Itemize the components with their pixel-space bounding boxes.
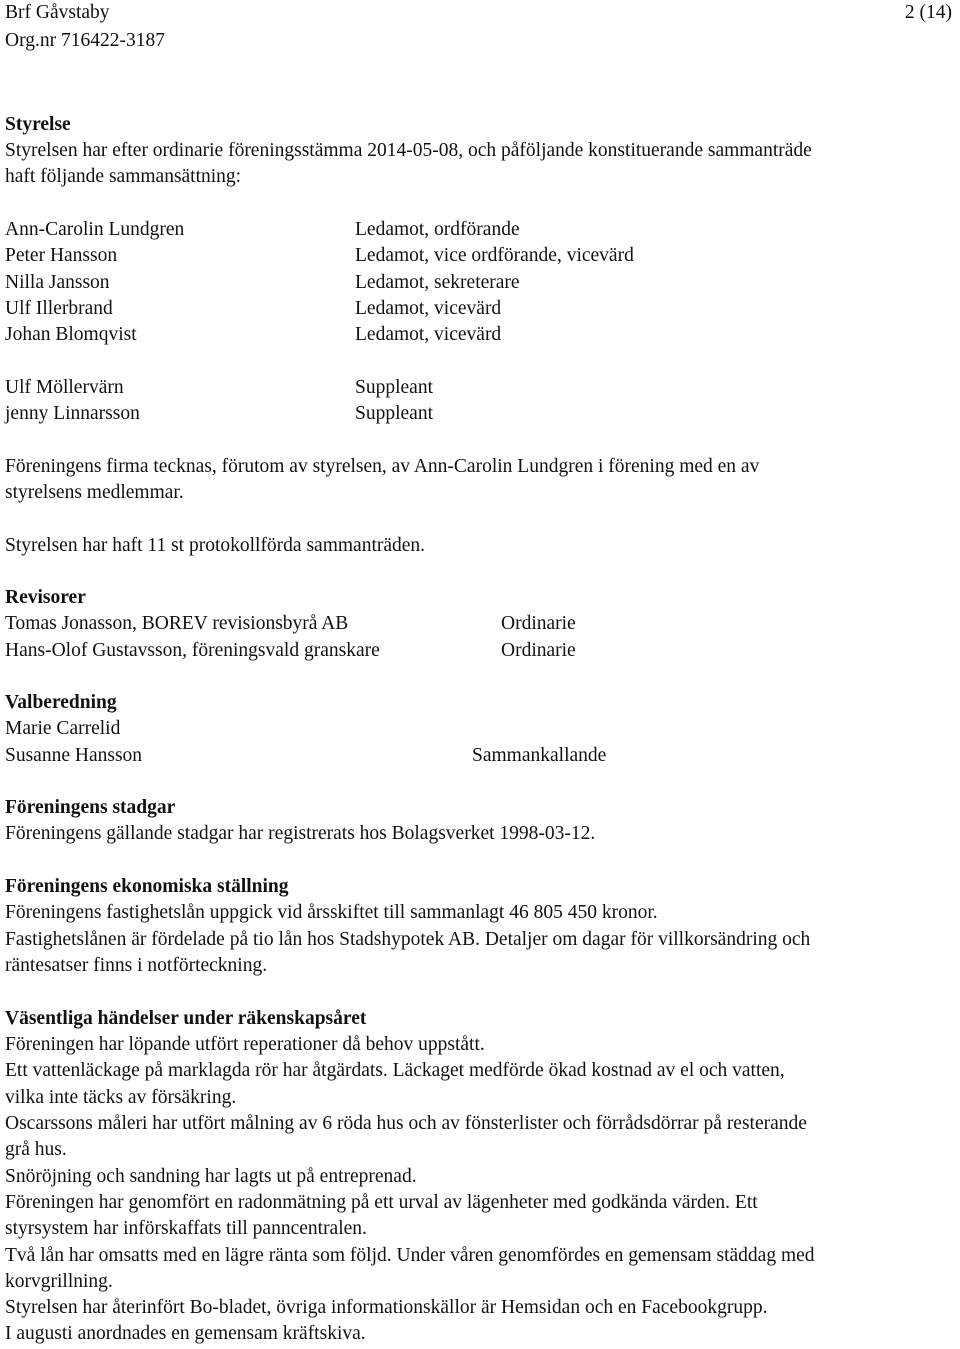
- handelser-text: styrsystem har införskaffats till panncentralen.: [5, 1218, 367, 1239]
- revisor-name: Hans-Olof Gustavsson, föreningsvald granskare: [5, 640, 380, 661]
- board-member-name: Ann-Carolin Lundgren: [5, 219, 185, 240]
- handelser-text: Föreningen har löpande utfört reperationer då behov uppstått.: [5, 1034, 485, 1055]
- ekonomi-text: Föreningens fastighetslån uppgick vid årsskiftet till sammanlagt 46 805 450 kronor.: [5, 902, 658, 923]
- ekonomi-text: räntesatser finns i notförteckning.: [5, 955, 268, 976]
- org-number: Org.nr 716422-3187: [5, 30, 165, 51]
- meetings-text: Styrelsen har haft 11 st protokollförda sammanträden.: [5, 535, 426, 556]
- board-member-role: Ledamot, ordförande: [355, 219, 520, 240]
- valberedning-name: Susanne Hansson: [5, 745, 143, 766]
- styrelse-heading: Styrelse: [5, 114, 71, 135]
- board-member-role: Ledamot, vice ordförande, vicevärd: [355, 245, 634, 266]
- board-member-role: Ledamot, sekreterare: [355, 272, 520, 293]
- handelser-text: Styrelsen har återinfört Bo-bladet, övriga informationskällor är Hemsidan och en Facebookgrupp.: [5, 1297, 768, 1318]
- ekonomi-text: Fastighetslånen är fördelade på tio lån hos Stadshypotek AB. Detaljer om dagar för villkorsändring och: [5, 929, 811, 950]
- valberedning-role: Sammankallande: [472, 745, 607, 766]
- revisor-role: Ordinarie: [501, 613, 576, 634]
- revisor-role: Ordinarie: [501, 640, 576, 661]
- styrelse-intro-line: Styrelsen har efter ordinarie föreningsstämma 2014-05-08, och påföljande konstituerande sammanträde: [5, 140, 812, 161]
- handelser-text: korvgrillning.: [5, 1271, 113, 1292]
- handelser-text: Två lån har omsatts med en lägre ränta som följd. Under våren genomfördes en gemensam städdag med: [5, 1245, 815, 1266]
- handelser-text: Föreningen har genomfört en radonmätning på ett urval av lägenheter med godkända värden. Ett: [5, 1192, 758, 1213]
- suppleant-role: Suppleant: [355, 377, 433, 398]
- firma-text: styrelsens medlemmar.: [5, 482, 184, 503]
- board-member-role: Ledamot, vicevärd: [355, 298, 502, 319]
- valberedning-name: Marie Carrelid: [5, 718, 121, 739]
- handelser-text: Ett vattenläckage på marklagda rör har åtgärdats. Läckaget medförde ökad kostnad av el och vatten,: [5, 1060, 785, 1081]
- handelser-text: vilka inte täcks av försäkring.: [5, 1087, 237, 1108]
- stadgar-heading: Föreningens stadgar: [5, 797, 176, 818]
- revisor-name: Tomas Jonasson, BOREV revisionsbyrå AB: [5, 613, 349, 634]
- page-number: 2 (14): [904, 2, 952, 23]
- styrelse-intro-line: haft följande sammansättning:: [5, 166, 242, 187]
- handelser-text: I augusti anordnades en gemensam kräftskiva.: [5, 1323, 366, 1344]
- handelser-text: Oscarssons måleri har utfört målning av 6 röda hus och av fönsterlister och förrådsdörrar på resterande: [5, 1113, 807, 1134]
- suppleant-name: Ulf Möllervärn: [5, 377, 124, 398]
- board-member-name: Johan Blomqvist: [5, 324, 137, 345]
- suppleant-role: Suppleant: [355, 403, 433, 424]
- revisorer-heading: Revisorer: [5, 587, 86, 608]
- firma-text: Föreningens firma tecknas, förutom av styrelsen, av Ann-Carolin Lundgren i förening med en av: [5, 456, 760, 477]
- board-member-name: Peter Hansson: [5, 245, 118, 266]
- valberedning-heading: Valberedning: [5, 692, 117, 713]
- suppleant-name: jenny Linnarsson: [5, 403, 140, 424]
- ekonomi-heading: Föreningens ekonomiska ställning: [5, 876, 289, 897]
- handelser-heading: Väsentliga händelser under räkenskapsåret: [5, 1008, 367, 1029]
- org-name: Brf Gåvstaby: [5, 2, 110, 23]
- board-member-role: Ledamot, vicevärd: [355, 324, 502, 345]
- handelser-text: Snöröjning och sandning har lagts ut på entreprenad.: [5, 1166, 417, 1187]
- stadgar-text: Föreningens gällande stadgar har registrerats hos Bolagsverket 1998-03-12.: [5, 823, 596, 844]
- board-member-name: Ulf Illerbrand: [5, 298, 113, 319]
- handelser-text: grå hus.: [5, 1139, 67, 1160]
- board-member-name: Nilla Jansson: [5, 272, 110, 293]
